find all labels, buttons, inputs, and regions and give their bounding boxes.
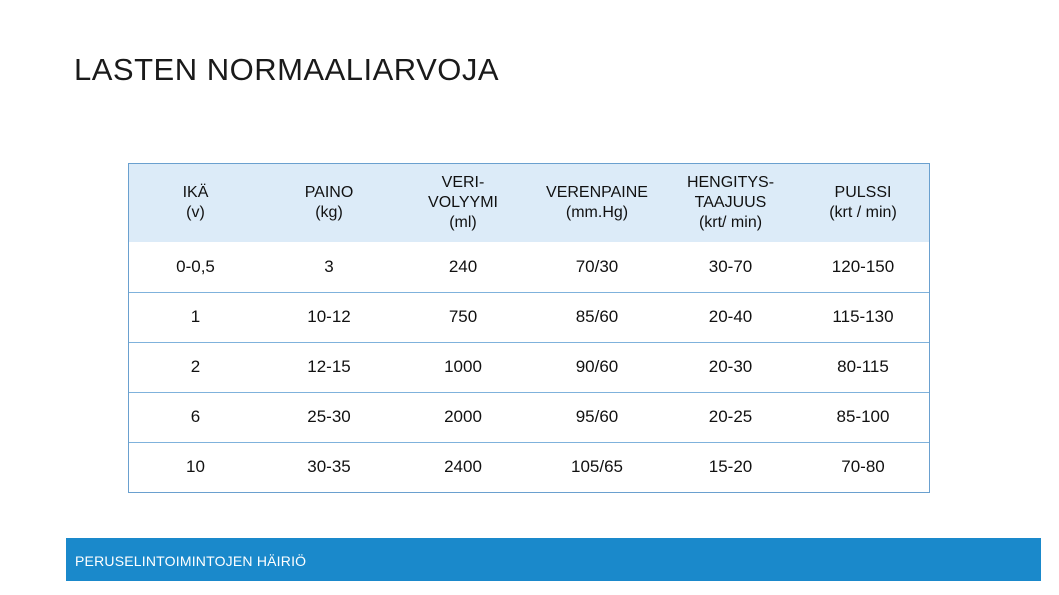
header-line: IKÄ xyxy=(182,184,209,201)
cell-age: 10 xyxy=(186,457,205,477)
header-pulse xyxy=(797,164,929,242)
cell-respiratory-rate: 20-25 xyxy=(708,407,753,426)
cell-age: 6 xyxy=(190,407,201,426)
cell-respiratory-rate: 30-70 xyxy=(708,256,753,276)
cell-blood-pressure: 85/60 xyxy=(575,307,619,326)
cell-age: 0-0,5 xyxy=(176,256,215,276)
header-line: (krt / min) xyxy=(829,204,897,221)
header-line: TAAJUUS xyxy=(694,194,767,211)
cell-blood-volume: 750 xyxy=(448,307,478,326)
cell-blood-volume: 240 xyxy=(448,256,478,276)
cell-respiratory-rate: 20-30 xyxy=(708,357,753,376)
cell-age: 2 xyxy=(190,357,201,376)
header-line: (v) xyxy=(186,204,205,221)
values-table-frame xyxy=(128,163,930,493)
footer-bar xyxy=(66,538,1041,581)
header-line: VOLYYMI xyxy=(428,194,498,211)
cell-weight: 12-15 xyxy=(307,357,351,376)
header-line: PAINO xyxy=(304,184,354,201)
table-row xyxy=(129,342,929,392)
header-line: HENGITYS- xyxy=(686,174,775,191)
cell-blood-volume: 1000 xyxy=(444,357,482,376)
cell-pulse: 80-115 xyxy=(837,357,889,376)
footer-text: PERUSELINTOIMINTOJEN HÄIRIÖ xyxy=(75,553,307,569)
header-age xyxy=(129,164,262,242)
header-line: (kg) xyxy=(315,204,343,221)
table-row xyxy=(129,442,929,492)
header-blood-pressure xyxy=(530,164,664,242)
table-header-row xyxy=(129,164,929,242)
cell-pulse: 120-150 xyxy=(831,256,895,276)
cell-blood-pressure: 90/60 xyxy=(575,357,619,376)
header-respiratory-rate xyxy=(664,164,797,242)
table-row xyxy=(129,242,929,292)
header-weight xyxy=(262,164,396,242)
header-line: VERI- xyxy=(441,174,485,191)
table-row xyxy=(129,292,929,342)
cell-blood-volume: 2400 xyxy=(444,457,482,477)
cell-respiratory-rate: 15-20 xyxy=(708,457,753,477)
cell-weight: 10-12 xyxy=(307,307,351,326)
header-line: VERENPAINE xyxy=(546,184,648,201)
header-blood-volume xyxy=(396,164,530,242)
cell-weight: 25-30 xyxy=(307,407,351,426)
cell-blood-volume: 2000 xyxy=(444,407,482,426)
cell-blood-pressure: 105/65 xyxy=(571,457,623,477)
page-title: LASTEN NORMAALIARVOJA xyxy=(74,52,500,87)
cell-age: 1 xyxy=(190,307,201,326)
cell-blood-pressure: 95/60 xyxy=(575,407,619,426)
cell-pulse: 85-100 xyxy=(836,407,890,426)
header-line: (mm.Hg) xyxy=(565,204,629,221)
header-line: PULSSI xyxy=(834,184,892,201)
cell-respiratory-rate: 20-40 xyxy=(708,307,753,326)
cell-pulse: 115-130 xyxy=(832,307,894,326)
cell-weight: 3 xyxy=(324,256,334,276)
cell-pulse: 70-80 xyxy=(841,457,885,477)
header-line: (ml) xyxy=(449,214,477,231)
header-line: (krt/ min) xyxy=(698,214,763,231)
table-row xyxy=(129,392,929,442)
cell-blood-pressure: 70/30 xyxy=(575,256,619,276)
cell-weight: 30-35 xyxy=(307,457,351,477)
normal-values-table xyxy=(129,164,929,492)
